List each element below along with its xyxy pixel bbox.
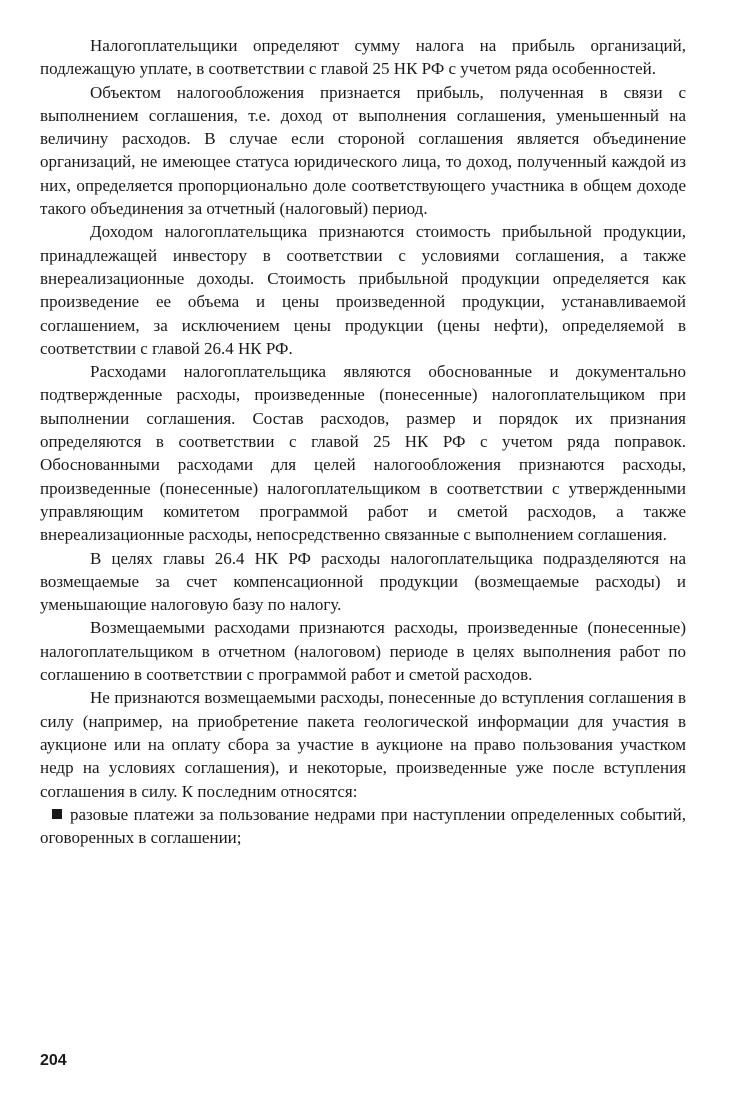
square-bullet-icon	[52, 809, 62, 819]
paragraph-5: В целях главы 26.4 НК РФ расходы налогоплательщика подразделяются на возмещаемые за счет компенсационной продукции (возмещаемые расходы) и уменьшающие налоговую базу по налогу.	[40, 548, 686, 615]
paragraph-2: Объектом налогообложения признается прибыль, полученная в связи с выполнением соглашения, т.е. доход от выполнения соглашения, уменьшенный на величину расходов. В случае если стороной соглашения является объединение организаций, не имеющее статуса юридического лица, то доход, полученный каждой из них, определяется пропорционально доле соответствующего участника в общем доходе такого объединения за отчетный (налоговый) период.	[40, 82, 686, 219]
paragraph-6: Возмещаемыми расходами признаются расходы, произведенные (понесенные) налогоплательщиком в отчетном (налоговом) периоде в целях выполнения работ по соглашению в соответствии с программой работ и сметой расходов.	[40, 618, 686, 685]
bullet-text: разовые платежи за пользование недрами при наступлении определенных событий, оговоренных в соглашении;	[40, 804, 686, 848]
page-number: 204	[40, 1052, 67, 1069]
paragraph-7: Не признаются возмещаемыми расходы, понесенные до вступления соглашения в силу (например, на приобретение пакета геологической информации для участия в аукционе или на оплату сбора за участие в аукционе на право пользования участком недр на условиях соглашения), и некоторые, произведенные уже после вступления соглашения в силу. К последним относятся:	[40, 688, 686, 801]
paragraph-4: Расходами налогоплательщика являются обоснованные и документально подтвержденные расходы, произведенные (понесенные) налогоплательщиком при выполнении соглашения. Состав расходов, размер и порядок их признания определяются в соответствии с главой 25 НК РФ с учетом ряда поправок. Обоснованными расходами для целей налогообложения признаются расходы, произведенные (понесенные) налогоплательщиком в соответствии с утвержденными управляющим комитетом программой работ и сметой расходов, а также внереализационные расходы, непосредственно связанные с выполнением соглашения.	[40, 362, 686, 545]
paragraph-1: Налогоплательщики определяют сумму налога на прибыль организаций, подлежащую уплате, в соответствии с главой 25 НК РФ с учетом ряда особенностей.	[40, 36, 686, 79]
paragraph-3: Доходом налогоплательщика признаются стоимость прибыльной продукции, принадлежащей инвестору в соответствии с условиями соглашения, а также внереализационные доходы. Стоимость прибыльной продукции определяется как произведение ее объема и цены произведенной продукции, устанавливаемой соглашением, за исключением цены продукции (цены нефти), определяемой в соответствии с главой 26.4 НК РФ.	[40, 222, 686, 358]
page-body	[40, 34, 686, 849]
bullet-item	[40, 803, 686, 850]
